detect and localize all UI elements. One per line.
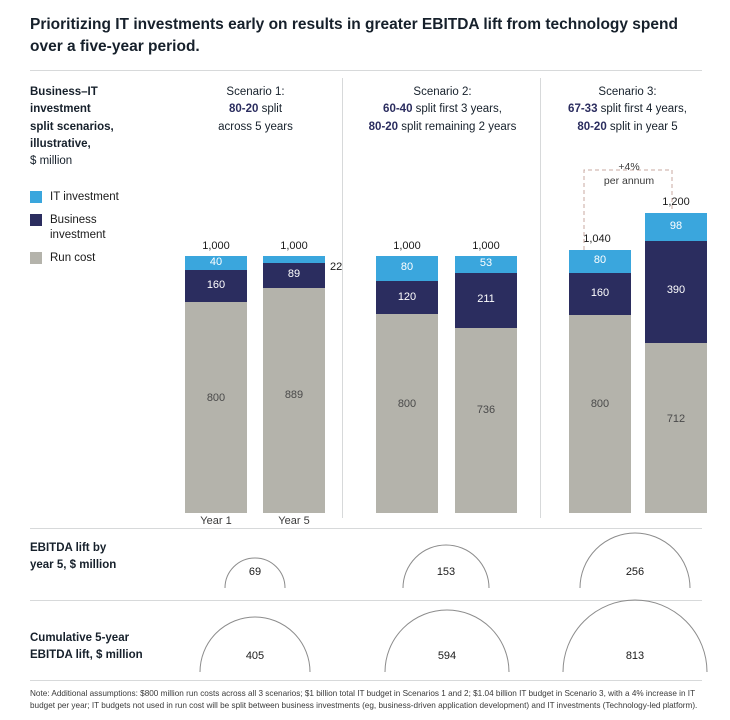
bar-s1-year5-it: [263, 256, 325, 263]
bar-s1-year1: [185, 256, 247, 513]
bar-s2-year5: [455, 256, 517, 513]
bar-s3-year5: [645, 213, 707, 513]
bar-s3-year1-it: 80: [569, 250, 631, 273]
scenario-2-split-1-post: split first 3 years,: [412, 103, 502, 116]
scenario-2-split-1: 60-40: [383, 103, 413, 116]
scenario-1-title: Scenario 1:: [226, 86, 285, 98]
bar-s3-year1-business: 160: [569, 273, 631, 315]
legend-label-it-investment: IT investment: [50, 191, 119, 203]
legend-label-business-investment: Business investment: [50, 214, 106, 241]
callout-plus-4-percent: [586, 160, 672, 188]
bar-s3-year5-business: 390: [645, 241, 707, 343]
left-panel-heading: [30, 84, 150, 170]
ebitda-year5-value-3: 256: [625, 566, 645, 578]
cumulative-value-2: 594: [437, 650, 457, 662]
legend: [30, 190, 180, 275]
scenario-1-split-1: 80-20: [228, 103, 259, 116]
callout-line-1: +4%: [618, 161, 640, 173]
scenario-2-split-2-post: split remaining 2 years: [398, 120, 517, 133]
bar-s2-year5-business: 211: [455, 273, 517, 328]
footnote: Note: Additional assumptions: $800 million run costs across all 3 scenarios; $1 billion total IT budget in Scenarios 1 and 2; $1.04 billion IT budget in Scenario 3, with a 4% increase in IT budget per year; IT budgets not used in run cost will be split between business investments (eg, business-driven application development) and IT investments (Technology-led platform).: [30, 689, 698, 710]
cumulative-title-line-1: Cumulative 5-year: [30, 632, 130, 644]
bar-s1-year5-it-callout: 22: [330, 261, 343, 273]
bar-s1-year5-run: 889: [263, 288, 325, 513]
cumulative-value-1: 405: [245, 650, 265, 662]
scenario-3-header: [540, 84, 715, 136]
ebitda-year5-value-2: 153: [436, 566, 456, 578]
section-divider-2: [30, 600, 702, 601]
bar-s1-year5-business: 89: [263, 263, 325, 288]
cumulative-title-line-2: EBITDA lift, $ million: [30, 649, 143, 662]
scenario-1-split-1-post: split: [258, 103, 283, 116]
left-heading-units: $ million: [30, 155, 73, 167]
section-divider-1: [30, 528, 702, 529]
left-heading-line-4: illustrative,: [30, 137, 91, 150]
scenario-2-split-2: 80-20: [368, 120, 399, 133]
scenario-3-split-1-post: split first 4 years,: [597, 103, 687, 116]
ebitda-year5-title-line-1: EBITDA lift by: [30, 542, 107, 554]
bar-s3-year5-it: 98: [645, 213, 707, 241]
scenario-3-split-2-post: split in year 5: [606, 120, 678, 133]
scenario-1-line-2: across 5 years: [218, 120, 293, 133]
bar-s1-year5-xlabel: Year 5: [278, 515, 310, 527]
bar-s1-year1-xlabel: Year 1: [200, 515, 232, 527]
scenario-1-line-1: [183, 101, 328, 118]
separator-scenario-1-2: [342, 78, 343, 518]
scenario-2-line-2: [350, 119, 535, 136]
scenario-2-header: [350, 84, 535, 136]
bar-s1-year1-total: 1,000: [202, 240, 230, 252]
bar-s2-year5-run: 736: [455, 328, 517, 513]
bar-s3-year5-total: 1,200: [662, 196, 690, 208]
section-title-cumulative: [30, 630, 205, 665]
page-title: Prioritizing IT investments early on results in greater EBITDA lift from technology spend over a five-year period.: [30, 16, 678, 55]
legend-item-run-cost: [30, 251, 180, 265]
scenario-3-split-2: 80-20: [577, 120, 607, 133]
bar-s1-year1-business: 160: [185, 270, 247, 302]
legend-label-run-cost: Run cost: [50, 252, 96, 265]
bar-s2-year1-run: 800: [376, 314, 438, 513]
bar-s2-year1-business: 120: [376, 281, 438, 314]
legend-swatch-business-investment: [30, 214, 42, 226]
section-title-ebitda-year5: [30, 540, 190, 575]
bar-s2-year1-total: 1,000: [393, 240, 421, 252]
header-divider: [30, 70, 702, 71]
section-divider-3: [30, 680, 702, 681]
scenario-3-line-1: [540, 101, 715, 118]
callout-line-2: per annum: [603, 175, 655, 188]
bar-s2-year5-total: 1,000: [472, 240, 500, 252]
scenario-2-title: Scenario 2:: [413, 86, 472, 98]
bar-s2-year1: [376, 256, 438, 513]
bar-s2-year5-it: 53: [455, 256, 517, 273]
bar-s1-year5-total: 1,000: [280, 240, 308, 252]
bar-s1-year1-it: 40: [185, 256, 247, 270]
scenario-3-line-2: [540, 119, 715, 136]
left-heading-line-3: split scenarios,: [30, 120, 114, 133]
legend-item-it-investment: [30, 190, 180, 204]
ebitda-year5-value-1: 69: [248, 566, 262, 578]
legend-swatch-run-cost: [30, 252, 42, 264]
left-heading-line-2: investment: [30, 103, 91, 116]
bar-s3-year1-run: 800: [569, 315, 631, 513]
ebitda-year5-title-line-2: year 5, $ million: [30, 559, 117, 572]
scenario-1-header: [183, 84, 328, 136]
cumulative-value-3: 813: [625, 650, 645, 662]
separator-scenario-2-3: [540, 78, 541, 518]
bar-s3-year1: [569, 250, 631, 513]
scenario-3-split-1: 67-33: [568, 103, 598, 116]
scenario-2-line-1: [350, 101, 535, 118]
left-heading-line-1: Business–IT: [30, 86, 98, 98]
bar-s1-year5: [263, 256, 325, 513]
scenario-3-title: Scenario 3:: [598, 86, 657, 98]
legend-swatch-it-investment: [30, 191, 42, 203]
legend-item-business-investment: [30, 213, 180, 242]
bar-s3-year1-total: 1,040: [583, 233, 611, 245]
bar-s3-year5-run: 712: [645, 343, 707, 513]
bar-s1-year1-run: 800: [185, 302, 247, 513]
bar-s2-year1-it: 80: [376, 256, 438, 281]
